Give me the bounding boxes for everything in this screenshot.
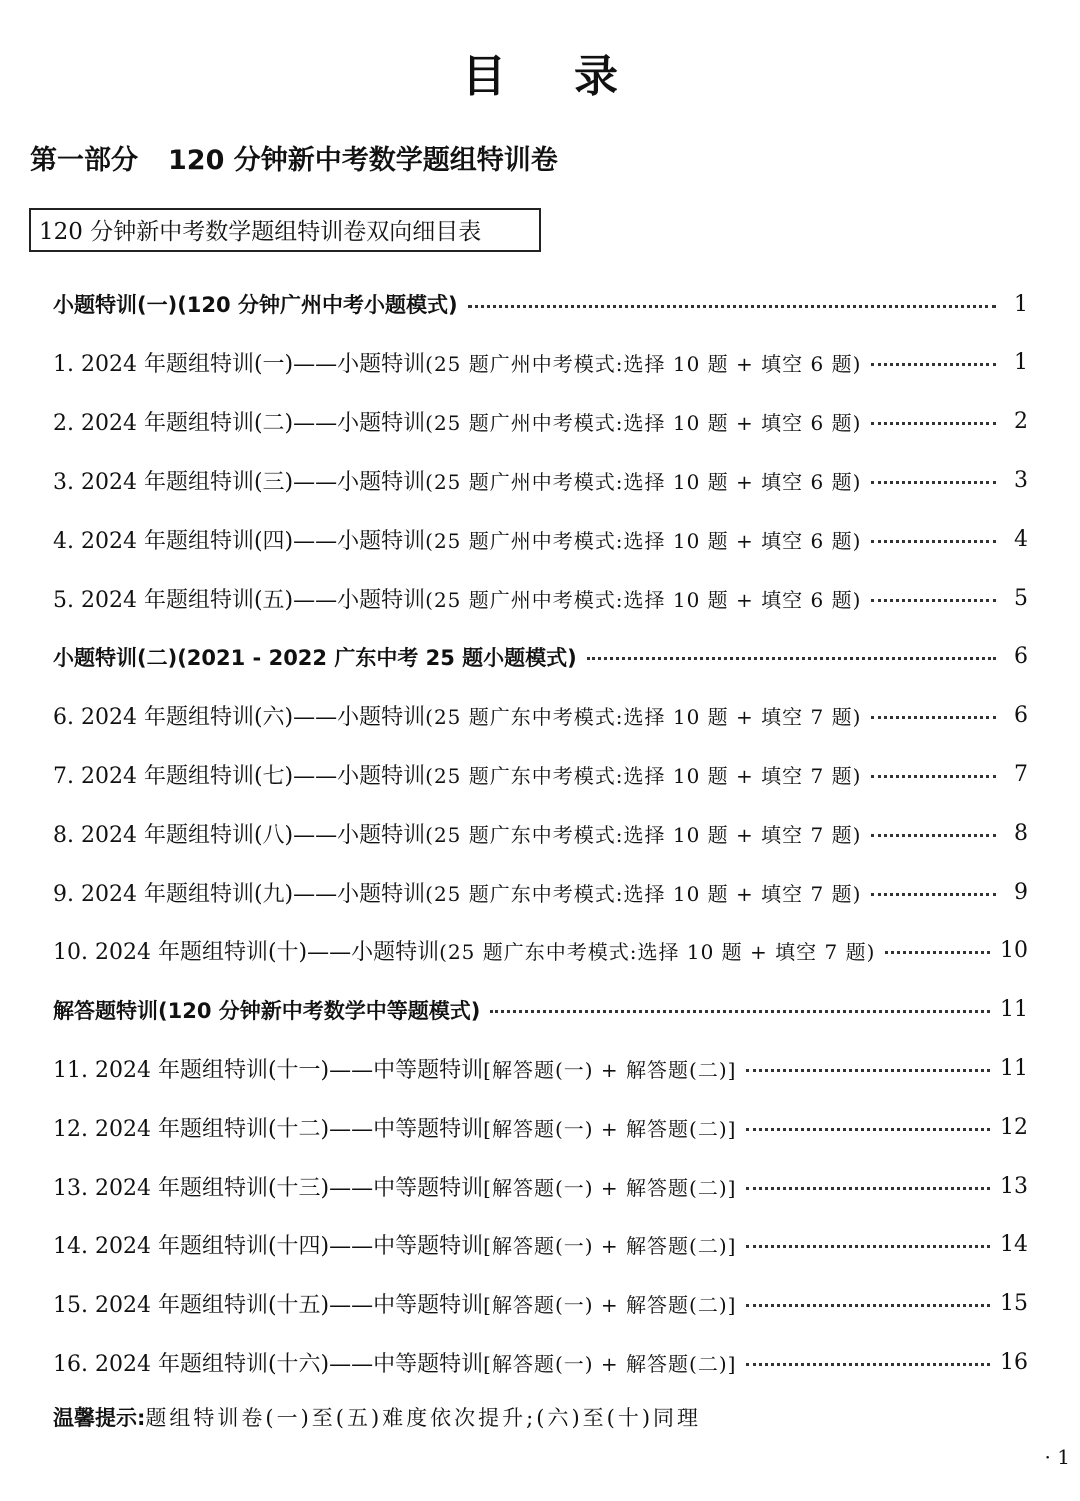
toc-entry-label <box>53 759 861 790</box>
dot-leader <box>871 540 996 543</box>
toc-page-number: 11 <box>1000 1055 1028 1081</box>
toc-entry[interactable] <box>53 1225 1028 1265</box>
toc-page-number: 1 <box>1014 350 1028 376</box>
toc-entry[interactable] <box>53 460 1028 500</box>
toc-entry-label <box>53 347 861 378</box>
toc-entry-label <box>53 524 861 555</box>
toc-entry-main: 10. 2024 年题组特训(十)——小题特训 <box>53 940 440 966</box>
toc-entry-main: 11. 2024 年题组特训(十一)——中等题特训 <box>53 1057 484 1083</box>
toc-page-number: 10 <box>1000 938 1028 964</box>
toc-entry[interactable] <box>53 402 1028 442</box>
toc-entry-label <box>53 583 861 614</box>
toc-entry[interactable] <box>53 578 1028 618</box>
toc-page-number: 6 <box>1014 644 1028 670</box>
toc-entry-detail: [解答题(一) + 解答题(二)] <box>483 1175 737 1200</box>
toc-entry-label <box>53 1288 736 1319</box>
dot-leader <box>746 1363 990 1366</box>
toc-entry-main: 1. 2024 年题组特训(一)——小题特训 <box>53 352 426 378</box>
title-char-1: 目 <box>462 51 506 102</box>
dot-leader <box>746 1128 990 1131</box>
toc-entry-main: 13. 2024 年题组特训(十三)——中等题特训 <box>53 1175 484 1201</box>
toc-entry-label <box>53 1112 736 1143</box>
toc-entry-label <box>53 1171 736 1202</box>
toc-entry[interactable] <box>53 813 1028 853</box>
dot-leader <box>871 893 996 896</box>
toc-entry-label <box>53 935 875 966</box>
dot-leader <box>468 305 996 308</box>
toc-page-number: 4 <box>1014 526 1028 552</box>
dot-leader <box>871 599 996 602</box>
toc-entry-main: 7. 2024 年题组特训(七)——小题特训 <box>53 763 426 789</box>
toc-entry[interactable] <box>53 519 1028 559</box>
dot-leader <box>746 1187 990 1190</box>
toc-page-number: 6 <box>1014 703 1028 729</box>
toc-entry-detail: (25 题广东中考模式:选择 10 题 + 填空 7 题) <box>425 822 862 847</box>
toc-entry-label <box>53 1229 736 1260</box>
toc-entry-main: 8. 2024 年题组特训(八)——小题特训 <box>53 822 426 848</box>
tip-label: 温馨提示: <box>53 1406 146 1430</box>
toc-page-number: 7 <box>1014 761 1028 787</box>
dot-leader <box>746 1304 990 1307</box>
toc-page-number: 12 <box>1000 1114 1028 1140</box>
toc-entry-main: 6. 2024 年题组特训(六)——小题特训 <box>53 705 426 731</box>
toc-entry-label <box>53 818 861 849</box>
toc-entry-detail: (25 题广州中考模式:选择 10 题 + 填空 6 题) <box>425 528 862 553</box>
toc-page-number: 16 <box>1000 1349 1028 1375</box>
dot-leader <box>871 422 996 425</box>
dot-leader <box>587 657 996 660</box>
dot-leader <box>871 363 996 366</box>
dot-leader <box>871 481 996 484</box>
dot-leader <box>746 1069 990 1072</box>
toc-entry-detail: (25 题广东中考模式:选择 10 题 + 填空 7 题) <box>439 940 876 965</box>
dot-leader <box>871 716 996 719</box>
toc-entry-main: 2. 2024 年题组特训(二)——小题特训 <box>53 411 426 437</box>
toc-entry-main: 5. 2024 年题组特训(五)——小题特训 <box>53 587 426 613</box>
toc-entry-detail: [解答题(一) + 解答题(二)] <box>483 1057 737 1082</box>
toc-entry-main: 3. 2024 年题组特训(三)——小题特训 <box>53 469 426 495</box>
page-number: · 1 <box>1044 1445 1070 1469</box>
toc-entry-detail: (25 题广州中考模式:选择 10 题 + 填空 6 题) <box>425 411 862 436</box>
toc-section-label: 小题特训(二)(2021 - 2022 广东中考 25 题小题模式) <box>53 645 577 670</box>
toc-entry-main: 4. 2024 年题组特训(四)——小题特训 <box>53 528 426 554</box>
tip-text: 题组特训卷(一)至(五)难度依次提升;(六)至(十)同理 <box>145 1406 702 1430</box>
toc-entry-main: 16. 2024 年题组特训(十六)——中等题特训 <box>53 1351 484 1377</box>
dot-leader <box>871 834 996 837</box>
toc-entry-label <box>53 1347 736 1378</box>
toc-page-number: 11 <box>1000 997 1028 1023</box>
toc-entry[interactable] <box>53 872 1028 912</box>
part-heading <box>30 138 558 177</box>
toc-page-number: 8 <box>1014 820 1028 846</box>
toc-entry-label <box>53 877 861 908</box>
toc-page-number: 2 <box>1014 409 1028 435</box>
toc-entry[interactable] <box>53 343 1028 383</box>
toc-entry[interactable] <box>53 754 1028 794</box>
toc-entry-detail: [解答题(一) + 解答题(二)] <box>483 1351 737 1376</box>
toc-entry-main: 9. 2024 年题组特训(九)——小题特训 <box>53 881 426 907</box>
toc-section-label: 解答题特训(120 分钟新中考数学中等题模式) <box>53 998 481 1023</box>
toc-entry-detail: (25 题广州中考模式:选择 10 题 + 填空 6 题) <box>425 469 862 494</box>
toc-entry[interactable] <box>53 1166 1028 1206</box>
toc-entry[interactable] <box>53 1284 1028 1324</box>
toc-entry[interactable] <box>53 931 1028 971</box>
toc-entry-detail: (25 题广东中考模式:选择 10 题 + 填空 7 题) <box>425 763 862 788</box>
toc-entry-detail: (25 题广东中考模式:选择 10 题 + 填空 7 题) <box>425 705 862 730</box>
toc-entry-detail: [解答题(一) + 解答题(二)] <box>483 1116 737 1141</box>
toc-entry-main: 12. 2024 年题组特训(十二)——中等题特训 <box>53 1116 484 1142</box>
toc-entry-main: 15. 2024 年题组特训(十五)——中等题特训 <box>53 1293 484 1319</box>
title-char-2: 录 <box>574 51 618 102</box>
tip-note <box>53 1402 701 1432</box>
part-label: 第一部分 <box>30 145 138 176</box>
toc-section[interactable] <box>53 990 1028 1030</box>
part-name: 120 分钟新中考数学题组特训卷 <box>168 145 558 176</box>
toc-entry-detail: (25 题广州中考模式:选择 10 题 + 填空 6 题) <box>425 587 862 612</box>
toc-entry-detail: (25 题广东中考模式:选择 10 题 + 填空 7 题) <box>425 881 862 906</box>
toc-section-label: 小题特训(一)(120 分钟广州中考小题模式) <box>53 293 458 317</box>
dot-leader <box>490 1010 990 1013</box>
toc-entry-main: 14. 2024 年题组特训(十四)——中等题特训 <box>53 1234 484 1260</box>
toc-page-number: 9 <box>1014 879 1028 905</box>
toc-page-number: 3 <box>1014 467 1028 493</box>
toc-entry-label <box>53 700 861 731</box>
toc-page-number: 1 <box>1014 291 1028 317</box>
toc-entry-detail: [解答题(一) + 解答题(二)] <box>483 1293 737 1318</box>
toc-entry-label <box>53 465 861 496</box>
toc-entry[interactable] <box>53 1107 1028 1147</box>
boxed-title-link[interactable]: 120 分钟新中考数学题组特训卷双向细目表 <box>29 208 541 252</box>
toc-section[interactable] <box>53 637 1028 677</box>
toc-page-number: 14 <box>1000 1232 1028 1258</box>
toc-entry[interactable] <box>53 696 1028 736</box>
toc-page-number: 13 <box>1000 1173 1028 1199</box>
toc-page-number: 15 <box>1000 1291 1028 1317</box>
toc-entry-detail: [解答题(一) + 解答题(二)] <box>483 1234 737 1259</box>
toc-page-number: 5 <box>1014 585 1028 611</box>
toc-entry-label <box>53 406 861 437</box>
toc-entry[interactable] <box>53 1048 1028 1088</box>
page-title <box>0 40 1080 104</box>
toc-entry[interactable] <box>53 1342 1028 1382</box>
toc-entry-label <box>53 1053 736 1084</box>
toc-entry-detail: (25 题广州中考模式:选择 10 题 + 填空 6 题) <box>425 352 862 377</box>
dot-leader <box>871 775 996 778</box>
dot-leader <box>885 951 990 954</box>
toc-section[interactable] <box>53 284 1028 324</box>
dot-leader <box>746 1245 990 1248</box>
